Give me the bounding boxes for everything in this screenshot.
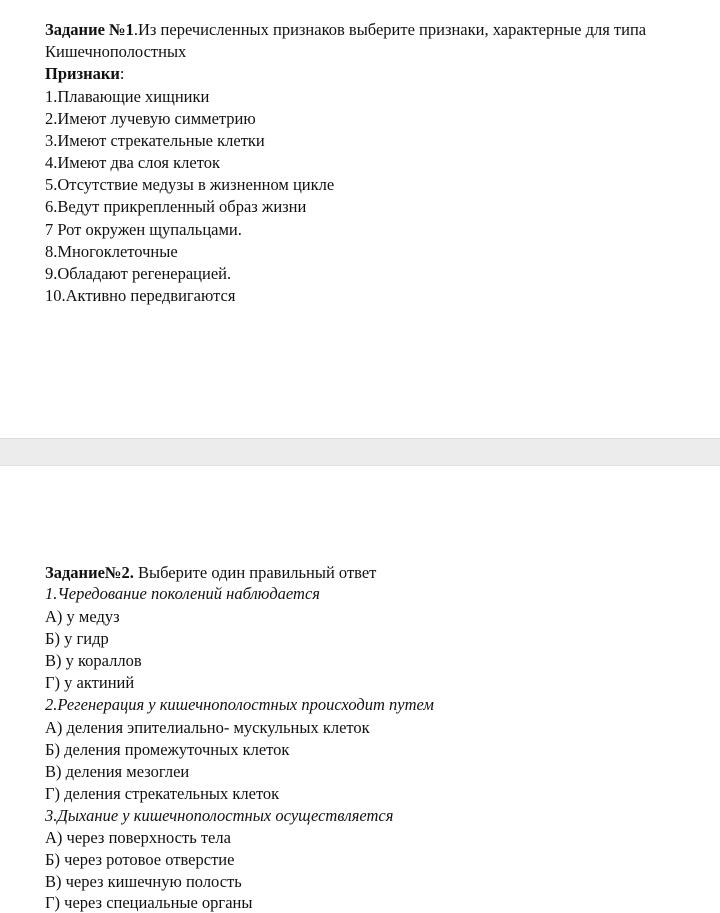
document-page-1 [0,0,720,438]
answer-option: В) у кораллов [45,651,142,670]
feature-item: 7 Рот окружен щупальцами. [45,220,242,239]
document-page-2 [0,466,720,912]
feature-item: 5.Отсутствие медузы в жизненном цикле [45,175,335,194]
task2-heading [45,563,376,583]
page-separator [0,438,720,466]
answer-option: А) деления эпителиально- мускульных клеток [45,718,370,737]
question-3: 3.Дыхание у кишечнополостных осуществляется [45,806,394,825]
answer-option: Б) через ротовое отверстие [45,850,235,869]
task1-heading-continuation: Кишечнополостных [45,42,187,61]
feature-item: 6.Ведут прикрепленный образ жизни [45,197,307,216]
task2-heading-text: Выберите один правильный ответ [133,563,377,582]
feature-item: 10.Активно передвигаются [45,286,236,305]
answer-option: Б) деления промежуточных клеток [45,740,290,759]
task2-heading-number: Задание№2. [45,563,134,582]
task1-features-label [45,64,125,84]
answer-option: В) через кишечную полость [45,872,242,891]
answer-option: Г) у актиний [45,673,135,692]
answer-option: Г) через специальные органы [45,893,253,912]
answer-option: Б) у гидр [45,629,109,648]
feature-item: 8.Многоклеточные [45,242,178,261]
task1-heading [45,20,646,40]
answer-option: А) через поверхность тела [45,828,231,847]
feature-item: 2.Имеют лучевую симметрию [45,109,256,128]
feature-item: 4.Имеют два слоя клеток [45,153,220,172]
feature-item: 3.Имеют стрекательные клетки [45,131,265,150]
task1-heading-number: Задание №1 [45,20,134,39]
features-label-text: Признаки [45,64,120,83]
question-2: 2.Регенерация у кишечнополостных происходит путем [45,695,434,714]
answer-option: А) у медуз [45,607,120,626]
task1-heading-text: .Из перечисленных признаков выберите признаки, характерные для типа [133,20,647,39]
features-label-colon: : [119,64,125,83]
feature-item: 1.Плавающие хищники [45,87,210,106]
answer-option: Г) деления стрекательных клеток [45,784,280,803]
feature-item: 9.Обладают регенерацией. [45,264,232,283]
answer-option: В) деления мезоглеи [45,762,190,781]
question-1: 1.Чередование поколений наблюдается [45,584,320,603]
